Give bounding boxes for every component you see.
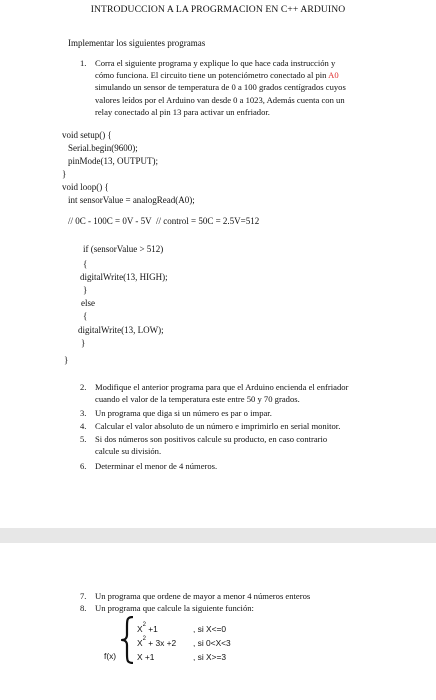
- item-line: Un programa que ordene de mayor a menor 4 números enteros: [95, 591, 311, 601]
- item-number: 3.: [80, 408, 87, 418]
- item-line: Corra el siguiente programa y explique lo que hace cada instrucción y: [95, 58, 336, 68]
- code-comment: // 0C - 100C = 0V - 5V // control = 50C = 2.5V=512: [68, 216, 260, 226]
- code-line: {: [83, 259, 88, 269]
- document-title: INTRODUCCION A LA PROGRMACION EN C++ ARDUINO: [90, 4, 346, 15]
- function-case-3: X +1: [137, 652, 155, 662]
- function-case-2: $X^2 + 3x +2$: [137, 636, 177, 648]
- exercise-item-3: [80, 407, 380, 420]
- function-case-1: $X^2 +1$: [137, 622, 158, 634]
- exercise-item-6: [80, 460, 380, 473]
- code-line: if (sensorValue > 512): [83, 244, 164, 254]
- item-line: valores leídos por el Arduino van desde 0 a 1023, Además cuenta con un: [95, 94, 345, 105]
- code-line: digitalWrite(13, HIGH);: [80, 272, 168, 282]
- item-line: cómo funciona. El circuito tiene un potenciómetro conectado al pin: [95, 70, 327, 81]
- code-line: int sensorValue = analogRead(A0);: [68, 195, 195, 205]
- function-name: f(x): [104, 651, 117, 661]
- code-line: void setup() {: [62, 130, 112, 140]
- item-line: simulando un sensor de temperatura de 0 a 100 grados centígrados cuyos: [95, 82, 346, 93]
- item-line: Un programa que calcule la siguiente función:: [95, 603, 254, 613]
- pin-highlight: A0: [328, 70, 339, 81]
- piecewise-brace: [120, 616, 136, 664]
- code-line: }: [81, 338, 86, 348]
- exercise-item-1: [80, 57, 380, 119]
- exercise-item-4: [80, 420, 380, 433]
- function-condition-2: , si 0<X<3: [193, 638, 231, 648]
- item-line: cuando el valor de la temperatura este entre 50 y 70 grados.: [95, 394, 300, 405]
- item-number: 6.: [80, 461, 87, 471]
- item-number: 5.: [80, 434, 87, 444]
- code-line: void loop() {: [62, 182, 109, 192]
- code-line: }: [62, 169, 67, 179]
- code-line: }: [64, 355, 69, 365]
- function-condition-1: , si X<=0: [193, 624, 227, 634]
- code-line: {: [83, 311, 88, 321]
- code-line: }: [83, 285, 88, 295]
- page-separator: [0, 528, 436, 543]
- exercise-item-8: [80, 602, 380, 615]
- item-line: Modifique el anterior programa para que el Arduino encienda el enfriador: [95, 382, 349, 392]
- item-number: 1.: [80, 58, 87, 68]
- code-line: else: [81, 298, 95, 308]
- code-line: Serial.begin(9600);: [68, 143, 138, 153]
- item-line: calcule su división.: [95, 446, 162, 457]
- code-line: digitalWrite(13, LOW);: [78, 325, 164, 335]
- item-line: relay conectado al pin 13 para activar un enfriador.: [95, 106, 270, 117]
- item-number: 2.: [80, 382, 87, 392]
- instructions-intro: Implementar los siguientes programas: [68, 38, 206, 48]
- exercise-item-5: [80, 433, 380, 459]
- item-number: 7.: [80, 591, 87, 601]
- exercise-item-2: [80, 381, 380, 407]
- item-line: Calcular el valor absoluto de un número e imprimirlo en serial monitor.: [95, 421, 341, 431]
- code-line: pinMode(13, OUTPUT);: [68, 156, 158, 166]
- item-number: 4.: [80, 421, 87, 431]
- document-page-2: [0, 543, 436, 700]
- function-condition-3: , si X>=3: [193, 652, 227, 662]
- item-number: 8.: [80, 603, 87, 613]
- item-line: Determinar el menor de 4 números.: [95, 461, 218, 471]
- item-line: Un programa que diga si un número es par o impar.: [95, 408, 272, 418]
- item-line: Si dos números son positivos calcule su producto, en caso contrario: [95, 434, 328, 444]
